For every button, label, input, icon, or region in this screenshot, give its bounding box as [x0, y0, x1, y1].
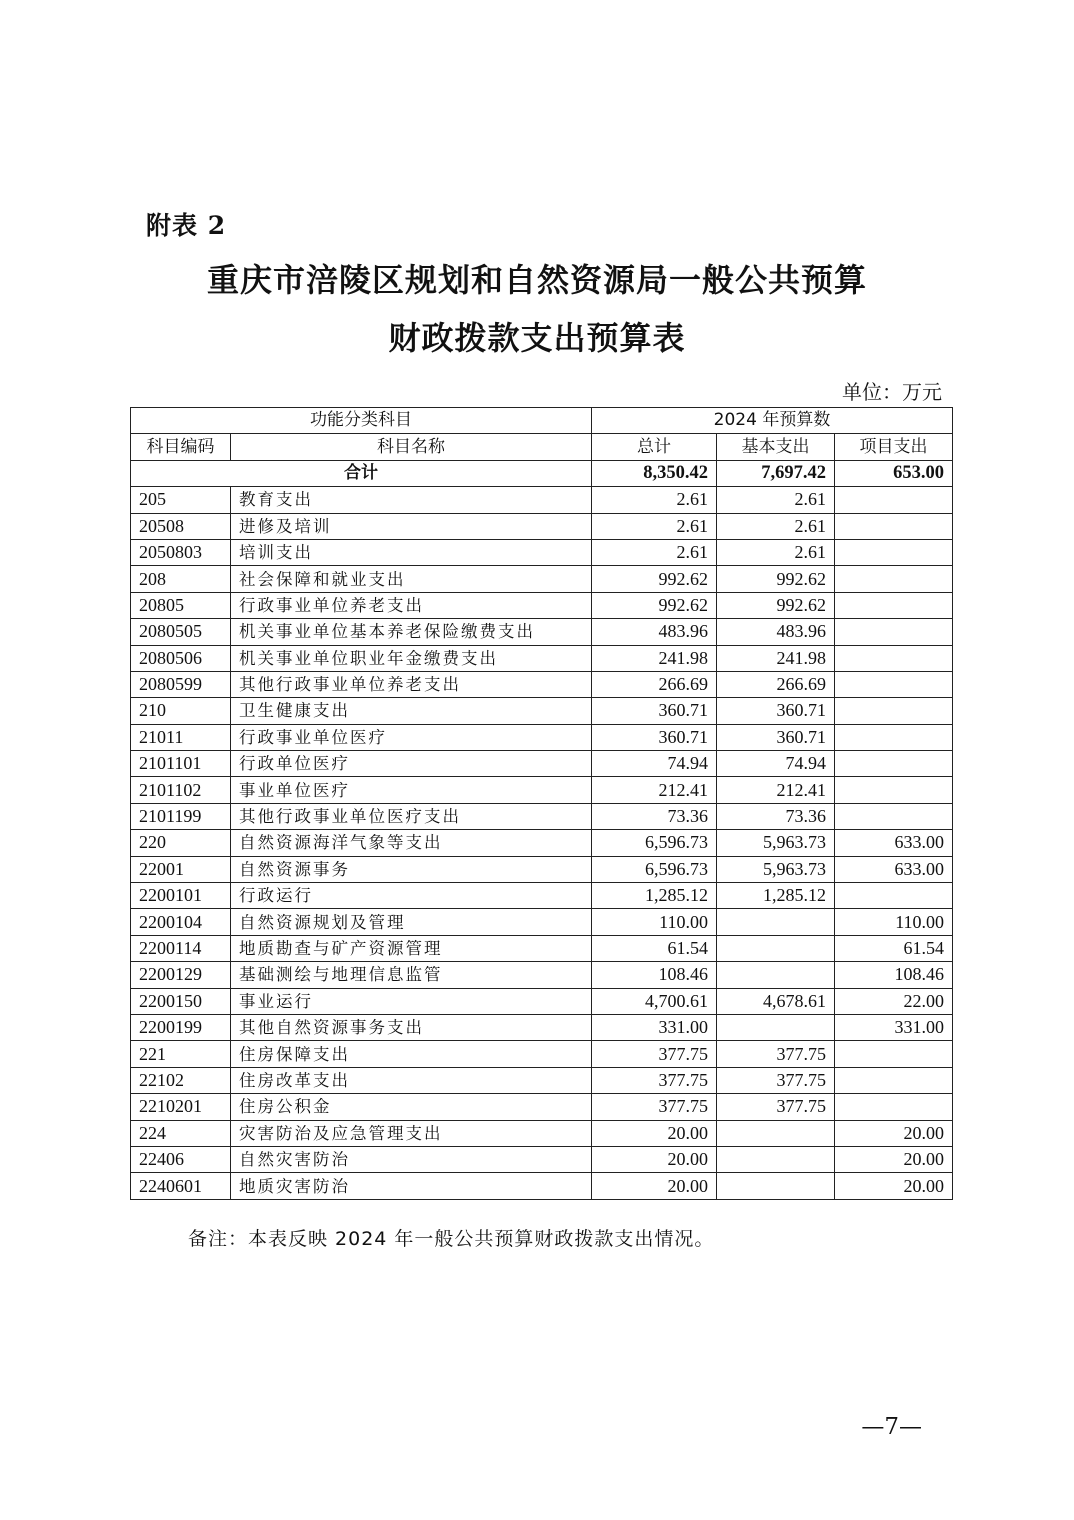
- row-code: 2200104: [131, 909, 231, 935]
- table-row: [131, 671, 953, 697]
- footnote: 备注：本表反映 2024 年一般公共预算财政拨款支出情况。: [188, 1228, 715, 1250]
- table-row: [131, 909, 953, 935]
- row-total: 992.62: [592, 566, 717, 592]
- row-total: 61.54: [592, 935, 717, 961]
- row-total: 241.98: [592, 645, 717, 671]
- row-code: 21011: [131, 724, 231, 750]
- table-row: [131, 803, 953, 829]
- row-basic: 5,963.73: [717, 830, 835, 856]
- page-number: —7—: [861, 1414, 922, 1440]
- row-project: [835, 487, 953, 513]
- row-project: 110.00: [835, 909, 953, 935]
- row-name: 其他行政事业单位医疗支出: [231, 803, 592, 829]
- row-project: [835, 1041, 953, 1067]
- row-basic: 212.41: [717, 777, 835, 803]
- table-row: [131, 1014, 953, 1040]
- row-project: [835, 751, 953, 777]
- row-project: [835, 539, 953, 565]
- row-project: 108.46: [835, 962, 953, 988]
- table-row: [131, 988, 953, 1014]
- table-row: [131, 592, 953, 618]
- row-basic: 483.96: [717, 619, 835, 645]
- row-total: 212.41: [592, 777, 717, 803]
- row-basic: 992.62: [717, 566, 835, 592]
- row-name: 自然资源海洋气象等支出: [231, 830, 592, 856]
- row-name: 事业运行: [231, 988, 592, 1014]
- table-row: [131, 1173, 953, 1199]
- header-budget: 2024 年预算数: [592, 408, 953, 434]
- row-project: [835, 1067, 953, 1093]
- row-total: 4,700.61: [592, 988, 717, 1014]
- row-project: [835, 724, 953, 750]
- row-name: 地质灾害防治: [231, 1173, 592, 1199]
- row-name: 机关事业单位基本养老保险缴费支出: [231, 619, 592, 645]
- row-project: 20.00: [835, 1146, 953, 1172]
- row-total: 108.46: [592, 962, 717, 988]
- row-total: 266.69: [592, 671, 717, 697]
- row-basic: 360.71: [717, 698, 835, 724]
- row-total: 1,285.12: [592, 883, 717, 909]
- row-code: 220: [131, 830, 231, 856]
- row-name: 培训支出: [231, 539, 592, 565]
- row-name: 行政事业单位医疗: [231, 724, 592, 750]
- row-basic: 5,963.73: [717, 856, 835, 882]
- row-basic: 1,285.12: [717, 883, 835, 909]
- row-project: 633.00: [835, 856, 953, 882]
- row-basic: 360.71: [717, 724, 835, 750]
- total-sum: 8,350.42: [592, 460, 717, 486]
- row-code: 2200114: [131, 935, 231, 961]
- row-total: 377.75: [592, 1041, 717, 1067]
- row-name: 社会保障和就业支出: [231, 566, 592, 592]
- row-total: 20.00: [592, 1120, 717, 1146]
- row-code: 20508: [131, 513, 231, 539]
- row-basic: [717, 935, 835, 961]
- row-name: 自然资源事务: [231, 856, 592, 882]
- row-name: 行政单位医疗: [231, 751, 592, 777]
- row-total: 2.61: [592, 487, 717, 513]
- row-basic: 73.36: [717, 803, 835, 829]
- header-category: 功能分类科目: [131, 408, 592, 434]
- row-total: 6,596.73: [592, 830, 717, 856]
- row-basic: 2.61: [717, 539, 835, 565]
- row-name: 行政运行: [231, 883, 592, 909]
- total-label: 合计: [131, 460, 592, 486]
- row-code: 2200199: [131, 1014, 231, 1040]
- row-total: 6,596.73: [592, 856, 717, 882]
- row-project: [835, 698, 953, 724]
- row-total: 377.75: [592, 1094, 717, 1120]
- row-total: 360.71: [592, 698, 717, 724]
- col-name-header: 科目名称: [231, 434, 592, 460]
- row-project: 20.00: [835, 1173, 953, 1199]
- budget-table: [130, 407, 953, 1200]
- row-project: [835, 803, 953, 829]
- row-basic: 74.94: [717, 751, 835, 777]
- row-name: 其他自然资源事务支出: [231, 1014, 592, 1040]
- row-basic: 377.75: [717, 1067, 835, 1093]
- row-total: 483.96: [592, 619, 717, 645]
- row-basic: 992.62: [717, 592, 835, 618]
- row-project: 22.00: [835, 988, 953, 1014]
- appendix-label: 附表 2: [146, 211, 227, 240]
- table-row: [131, 962, 953, 988]
- page-title-line1: 重庆市涪陵区规划和自然资源局一般公共预算: [206, 261, 867, 299]
- unit-label: 单位：万元: [842, 380, 942, 404]
- row-basic: [717, 1146, 835, 1172]
- row-project: 61.54: [835, 935, 953, 961]
- row-code: 2101199: [131, 803, 231, 829]
- row-name: 机关事业单位职业年金缴费支出: [231, 645, 592, 671]
- table-row: [131, 539, 953, 565]
- table-row: [131, 566, 953, 592]
- row-total: 360.71: [592, 724, 717, 750]
- table-row: [131, 935, 953, 961]
- row-project: [835, 619, 953, 645]
- row-code: 205: [131, 487, 231, 513]
- row-code: 2200129: [131, 962, 231, 988]
- row-code: 22102: [131, 1067, 231, 1093]
- table-row: [131, 513, 953, 539]
- row-name: 地质勘查与矿产资源管理: [231, 935, 592, 961]
- table-row: [131, 645, 953, 671]
- row-basic: [717, 1120, 835, 1146]
- row-basic: 266.69: [717, 671, 835, 697]
- col-total-header: 总计: [592, 434, 717, 460]
- row-name: 其他行政事业单位养老支出: [231, 671, 592, 697]
- row-total: 20.00: [592, 1173, 717, 1199]
- row-code: 22001: [131, 856, 231, 882]
- table-row: [131, 883, 953, 909]
- row-basic: [717, 962, 835, 988]
- row-total: 20.00: [592, 1146, 717, 1172]
- row-total: 73.36: [592, 803, 717, 829]
- row-project: [835, 566, 953, 592]
- row-total: 331.00: [592, 1014, 717, 1040]
- row-code: 22406: [131, 1146, 231, 1172]
- row-project: [835, 671, 953, 697]
- col-code-header: 科目编码: [131, 434, 231, 460]
- table-row: [131, 856, 953, 882]
- row-name: 灾害防治及应急管理支出: [231, 1120, 592, 1146]
- row-basic: 377.75: [717, 1041, 835, 1067]
- row-project: [835, 777, 953, 803]
- row-project: [835, 1094, 953, 1120]
- table-row: [131, 698, 953, 724]
- row-total: 2.61: [592, 513, 717, 539]
- row-name: 自然资源规划及管理: [231, 909, 592, 935]
- row-code: 2200150: [131, 988, 231, 1014]
- row-project: [835, 645, 953, 671]
- row-total: 110.00: [592, 909, 717, 935]
- row-basic: 2.61: [717, 513, 835, 539]
- row-name: 行政事业单位养老支出: [231, 592, 592, 618]
- row-name: 住房保障支出: [231, 1041, 592, 1067]
- row-code: 2101101: [131, 751, 231, 777]
- total-basic: 7,697.42: [717, 460, 835, 486]
- row-code: 2210201: [131, 1094, 231, 1120]
- table-row: [131, 724, 953, 750]
- row-name: 卫生健康支出: [231, 698, 592, 724]
- row-total: 2.61: [592, 539, 717, 565]
- row-basic: 4,678.61: [717, 988, 835, 1014]
- row-code: 2080506: [131, 645, 231, 671]
- table-row: [131, 1041, 953, 1067]
- header-row-1: [131, 408, 953, 434]
- row-project: [835, 513, 953, 539]
- row-basic: 377.75: [717, 1094, 835, 1120]
- row-basic: [717, 1014, 835, 1040]
- row-project: [835, 592, 953, 618]
- row-code: 2240601: [131, 1173, 231, 1199]
- table-row: [131, 1146, 953, 1172]
- table-row: [131, 751, 953, 777]
- row-code: 2200101: [131, 883, 231, 909]
- row-code: 2050803: [131, 539, 231, 565]
- row-name: 住房公积金: [231, 1094, 592, 1120]
- row-total: 377.75: [592, 1067, 717, 1093]
- table-row: [131, 830, 953, 856]
- row-code: 2101102: [131, 777, 231, 803]
- row-code: 221: [131, 1041, 231, 1067]
- row-name: 事业单位医疗: [231, 777, 592, 803]
- row-code: 210: [131, 698, 231, 724]
- col-project-header: 项目支出: [835, 434, 953, 460]
- total-row: [131, 460, 953, 486]
- row-project: 633.00: [835, 830, 953, 856]
- total-project: 653.00: [835, 460, 953, 486]
- row-name: 基础测绘与地理信息监管: [231, 962, 592, 988]
- header-row-2: [131, 434, 953, 460]
- row-basic: [717, 1173, 835, 1199]
- table-row: [131, 777, 953, 803]
- row-code: 2080505: [131, 619, 231, 645]
- row-basic: 2.61: [717, 487, 835, 513]
- table-row: [131, 619, 953, 645]
- row-name: 住房改革支出: [231, 1067, 592, 1093]
- row-total: 74.94: [592, 751, 717, 777]
- row-code: 224: [131, 1120, 231, 1146]
- row-project: 20.00: [835, 1120, 953, 1146]
- row-name: 教育支出: [231, 487, 592, 513]
- page-title-line2: 财政拨款支出预算表: [388, 319, 686, 357]
- row-code: 208: [131, 566, 231, 592]
- row-total: 992.62: [592, 592, 717, 618]
- row-basic: [717, 909, 835, 935]
- table-row: [131, 487, 953, 513]
- row-name: 进修及培训: [231, 513, 592, 539]
- table-row: [131, 1120, 953, 1146]
- row-basic: 241.98: [717, 645, 835, 671]
- table-row: [131, 1067, 953, 1093]
- row-project: [835, 883, 953, 909]
- table-row: [131, 1094, 953, 1120]
- col-basic-header: 基本支出: [717, 434, 835, 460]
- row-project: 331.00: [835, 1014, 953, 1040]
- row-code: 20805: [131, 592, 231, 618]
- row-code: 2080599: [131, 671, 231, 697]
- row-name: 自然灾害防治: [231, 1146, 592, 1172]
